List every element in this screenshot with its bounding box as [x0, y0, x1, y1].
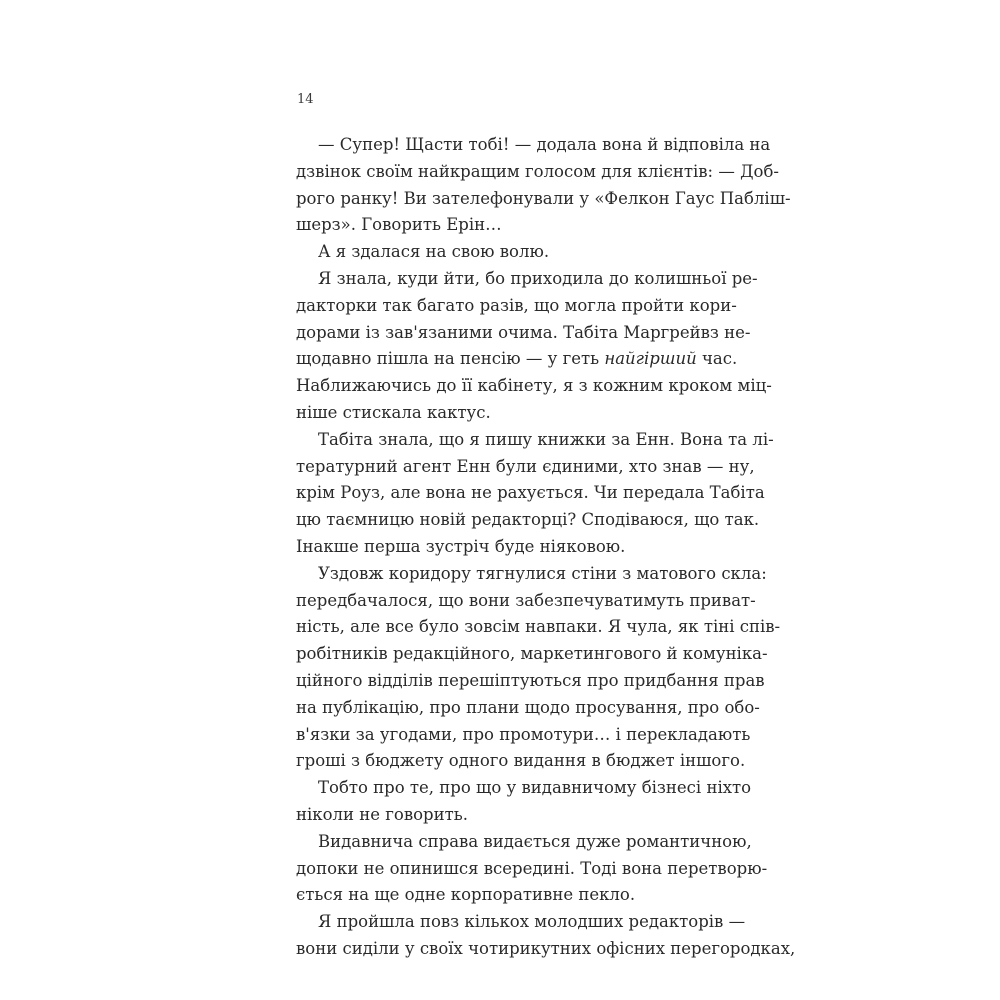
text-line: ніше стискала кактус. [296, 402, 491, 422]
italic-word: найгірший [604, 349, 697, 369]
text-line: ніколи не говорить. [296, 804, 468, 824]
text-line: Тобто про те, про що у видавничому бізнесі ніхто [318, 778, 752, 798]
text-line: крім Роуз, але вона не рахується. Чи передала Табіта [296, 483, 765, 503]
text-line: Інакше перша зустріч буде ніяковою. [296, 536, 626, 556]
text-line: допоки не опинишся всередині. Тоді вона перетворю- [296, 858, 768, 878]
text-line: Я знала, куди йти, бо приходила до колишньої ре- [318, 268, 758, 288]
text-line: ється на ще одне корпоративне пекло. [296, 885, 636, 905]
text-line: Я пройшла повз кількох молодших редакторів — [318, 912, 746, 932]
text-line: гроші з бюджету одного видання в бюджет іншого. [296, 751, 746, 771]
text-segment: час. [696, 349, 738, 369]
text-line: — Супер! Щасти тобі! — додала вона й відповіла на [318, 135, 771, 154]
text-line: ційного відділів перешіптуються про придбання прав [296, 670, 765, 690]
text-line: ність, але все було зовсім навпаки. Я чула, як тіні спів- [296, 617, 781, 637]
text-line: дорами із зав'язаними очима. Табіта Маргрейвз не- [296, 322, 751, 342]
text-line [296, 346, 736, 373]
text-line: рого ранку! Ви зателефонували у «Фелкон Гаус Пабліш- [296, 188, 791, 208]
text-segment: щодавно пішла на пенсію — у геть [296, 349, 605, 369]
text-line: в'язки за угодами, про промотури… і перекладають [296, 724, 751, 744]
body-text [296, 132, 796, 963]
text-line: Видавнича справа видається дуже романтичною, [318, 831, 752, 851]
text-line: робітників редакційного, маркетингового й комуніка- [296, 644, 768, 664]
text-line: Уздовж коридору тягнулися стіни з матового скла: [318, 563, 767, 583]
text-line: цю таємницю новій редакторці? Сподіваюся, що так. [296, 510, 760, 530]
text-line: Наближаючись до її кабінету, я з кожним кроком міц- [296, 376, 772, 396]
text-line: на публікацію, про плани щодо просування, про обо- [296, 697, 760, 717]
text-line: передбачалося, що вони забезпечуватимуть приват- [296, 590, 756, 610]
text-line: шерз». Говорить Ерін… [296, 215, 502, 235]
text-line: Табіта знала, що я пишу книжки за Енн. Вона та лі- [318, 429, 774, 449]
text-line: дакторки так багато разів, що могла пройти кори- [296, 295, 737, 315]
text-line: А я здалася на свою волю. [318, 242, 550, 262]
text-line: вони сиділи у своїх чотирикутних офісних перегородках, [296, 938, 796, 958]
text-line: дзвінок своїм найкращим голосом для клієнтів: — Доб- [296, 161, 779, 181]
text-line: тературний агент Енн були єдиними, хто знав — ну, [296, 456, 755, 476]
page-number: 14 [297, 92, 314, 107]
